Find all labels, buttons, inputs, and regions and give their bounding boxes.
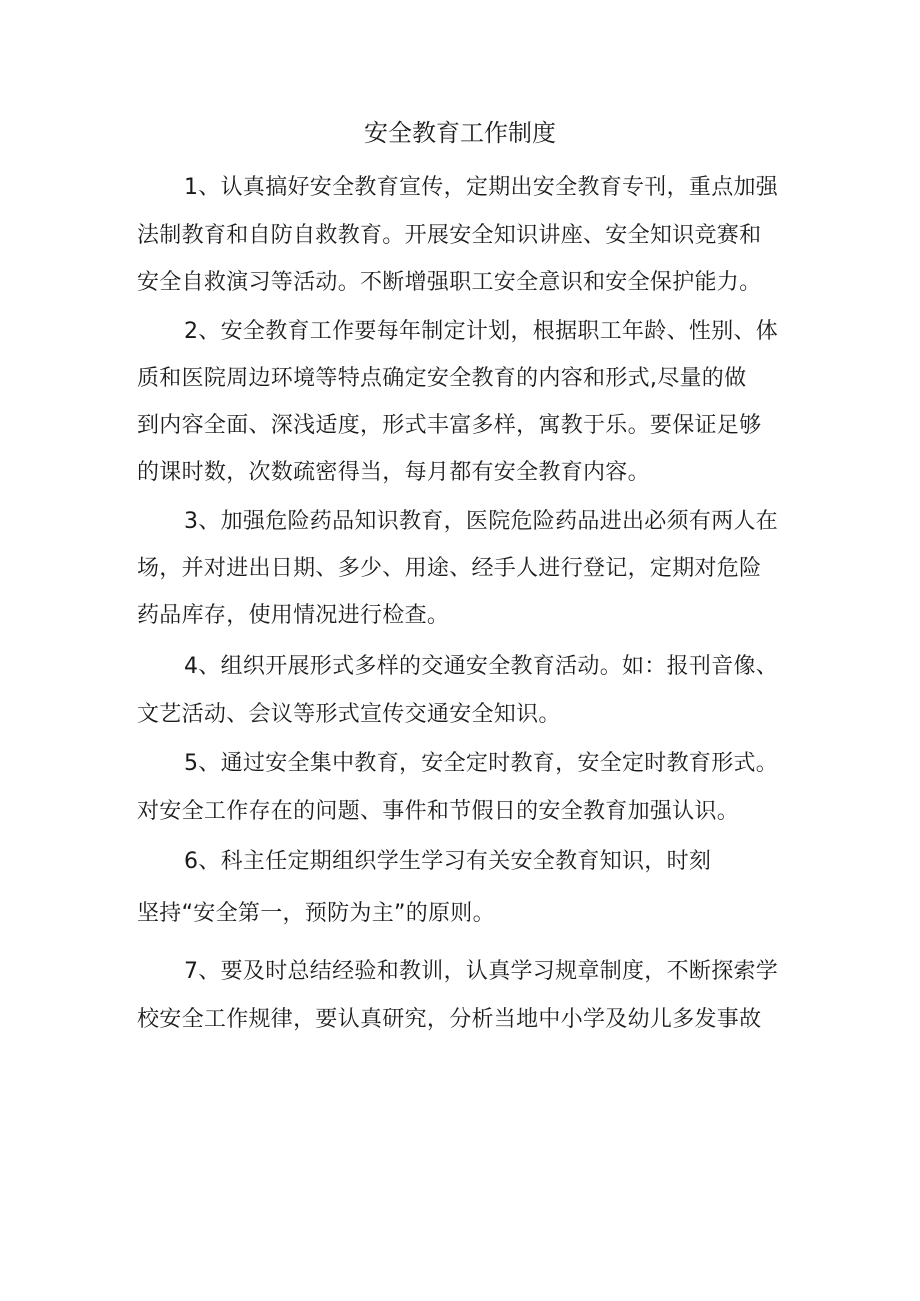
paragraph-7-line-2: 校安全工作规律，要认真研究，分析当地中小学及幼儿多发事故 <box>137 1007 762 1032</box>
paragraph-2-line-1: 2、安全教育工作要每年制定计划，根据职工年龄、性别、体 <box>184 319 779 344</box>
paragraph-1-line-1: 1、认真搞好安全教育宣传，定期出安全教育专刊，重点加强 <box>184 175 779 200</box>
paragraph-6-line-1: 6、科主任定期组织学生学习有关安全教育知识，时刻 <box>184 849 712 874</box>
paragraph-5-line-1: 5、通过安全集中教育，安全定时教育，安全定时教育形式。 <box>184 751 779 776</box>
paragraph-2-line-2: 质和医院周边环境等特点确定安全教育的内容和形式,尽量的做 <box>137 366 747 391</box>
paragraph-1-line-3: 安全自救演习等活动。不断增强职工安全意识和安全保护能力。 <box>137 270 762 295</box>
paragraph-2-line-4: 的课时数，次数疏密得当，每月都有安全教育内容。 <box>137 460 650 485</box>
paragraph-1-line-2: 法制教育和自防自救教育。开展安全知识讲座、安全知识竞赛和 <box>137 223 762 248</box>
paragraph-3-line-1: 3、加强危险药品知识教育，医院危险药品进出必须有两人在 <box>184 509 779 534</box>
paragraph-3-line-2: 场，并对进出日期、多少、用途、经手人进行登记，定期对危险 <box>137 556 762 581</box>
document-title: 安全教育工作制度 <box>364 119 556 147</box>
paragraph-7-line-1: 7、要及时总结经验和教训，认真学习规章制度，不断探索学 <box>184 959 779 984</box>
paragraph-4-line-1: 4、组织开展形式多样的交通安全教育活动。如：报刊音像、 <box>184 654 779 679</box>
paragraph-6-line-2: 坚持“安全第一，预防为主”的原则。 <box>137 901 495 926</box>
paragraph-4-line-2: 文艺活动、会议等形式宣传交通安全知识。 <box>137 702 561 727</box>
paragraph-5-line-2: 对安全工作存在的问题、事件和节假日的安全教育加强认识。 <box>137 799 740 824</box>
paragraph-3-line-3: 药品库存，使用情况进行检查。 <box>137 603 450 628</box>
paragraph-2-line-3: 到内容全面、深浅适度，形式丰富多样，寓教于乐。要保证足够 <box>137 413 762 438</box>
